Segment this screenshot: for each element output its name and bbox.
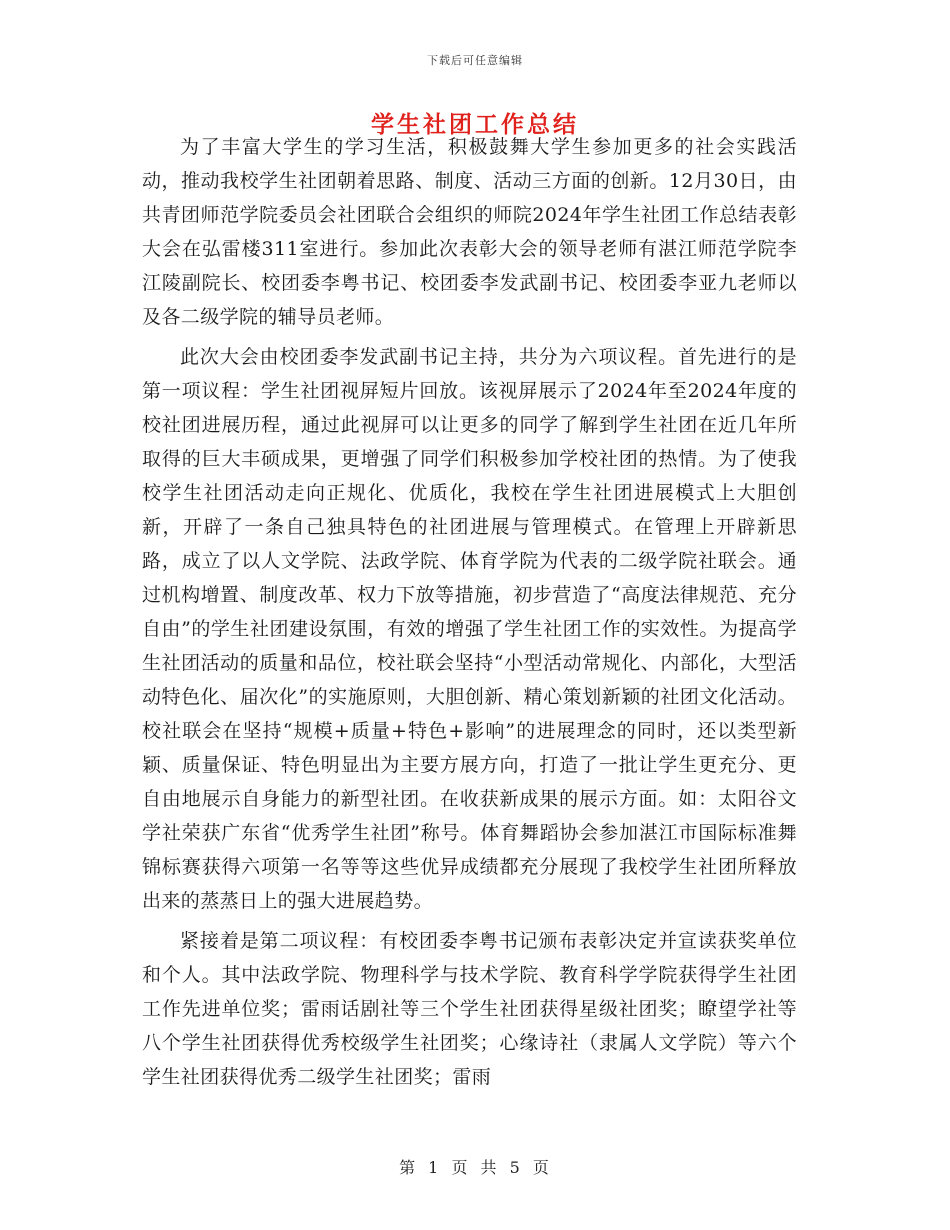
page-number-footer: 第 1 页 共 5 页 xyxy=(399,1158,551,1177)
page-header: 下载后可任意编辑 xyxy=(427,54,523,67)
document-body xyxy=(142,130,797,1100)
paragraph-3: 紧接着是第二项议程：有校团委李粤书记颁布表彰决定并宣读获奖单位和个人。其中法政学院、物理科学与技术学院、教育科学学院获得学生社团工作先进单位奖；雷雨话剧社等三个学生社团获得星级社团奖；瞭望学社等八个学生社团获得优秀校级学生社团奖；心缘诗社（隶属人文学院）等六个学生社团获得优秀二级学生社团奖；雷雨 xyxy=(142,930,797,1088)
paragraph-2: 此次大会由校团委李发武副书记主持，共分为六项议程。首先进行的是第一项议程：学生社团视屏短片回放。该视屏展示了2024年至2024年度的校社团进展历程，通过此视屏可以让更多的同学了解到学生社团在近几年所取得的巨大丰硕成果，更增强了同学们积极参加学校社团的热情。为了使我校学生社团活动走向正规化、优质化，我校在学生社团进展模式上大胆创新，开辟了一条自己独具特色的社团进展与管理模式。在管理上开辟新思路，成立了以人文学院、法政学院、体育学院为代表的二级学院社联会。通过机构增置、制度改革、权力下放等措施，初步营造了“高度法律规范、充分自由”的学生社团建设氛围，有效的增强了学生社团工作的实效性。为提高学生社团活动的质量和品位，校社联会坚持“小型活动常规化、内部化，大型活动特色化、届次化”的实施原则，大胆创新、精心策划新颖的社团文化活动。校社联会在坚持“规模+质量+特色+影响”的进展理念的同时，还以类型新颖、质量保证、特色明显出为主要方展方向，打造了一批让学生更充分、更自由地展示自身能力的新型社团。在收获新成果的展示方面。如：太阳谷文学社荣获广东省“优秀学生社团”称号。体育舞蹈协会参加湛江市国际标准舞锦标赛获得六项第一名等等这些优异成绩都充分展现了我校学生社团所释放出来的蒸蒸日上的强大进展趋势。 xyxy=(142,346,797,912)
paragraph-1: 为了丰富大学生的学习生活，积极鼓舞大学生参加更多的社会实践活动，推动我校学生社团朝着思路、制度、活动三方面的创新。12月30日，由共青团师范学院委员会社团联合会组织的师院2024年学生社团工作总结表彰大会在弘雷楼311室进行。参加此次表彰大会的领导老师有湛江师范学院李江陵副院长、校团委李粤书记、校团委李发武副书记、校团委李亚九老师以及各二级学院的辅导员老师。 xyxy=(142,136,797,328)
document-title: 学生社团工作总结 xyxy=(371,111,579,138)
